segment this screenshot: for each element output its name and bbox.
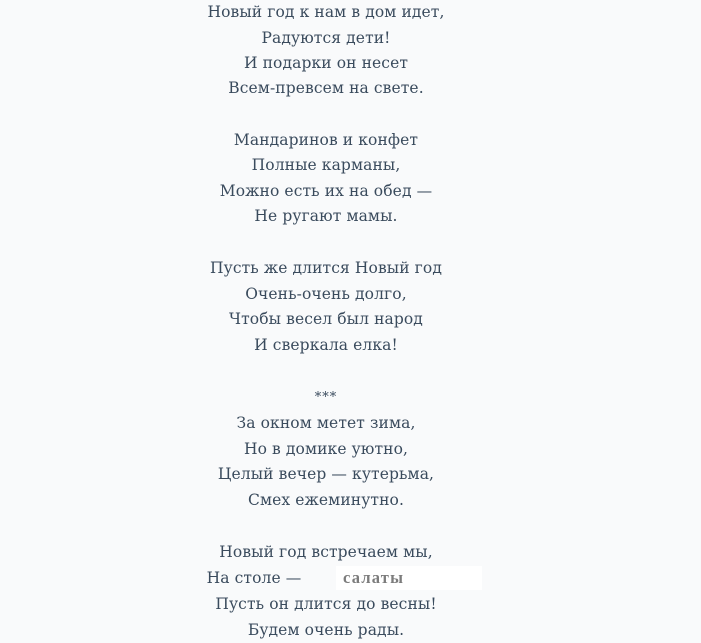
poem-line: Не ругают мамы. (254, 207, 398, 225)
poem-line: Полные карманы, (251, 156, 401, 174)
poem-line: Новый год встречаем мы, (219, 543, 433, 561)
stanza-separator: *** (314, 390, 338, 405)
poem-line: Пусть же длится Новый год (210, 259, 442, 277)
poem-line: Мандаринов и конфет (233, 131, 419, 149)
poem-line: Очень-очень долго, (245, 285, 407, 303)
poem-line: Смех ежеминутно. (248, 491, 404, 509)
poem-line: Можно есть их на обед — (219, 182, 433, 200)
poem-line: За окном метет зима, (236, 414, 416, 432)
poem-line: Пусть он длится до весны! (215, 595, 437, 613)
poem-line: Радуются дети! (261, 29, 391, 47)
poem-line: И сверкала елка! (254, 336, 398, 354)
poem-line: Всем-превсем на свете. (228, 79, 424, 97)
poem-line: И подарки он несет (243, 54, 409, 72)
poem-line: Целый вечер — кутерьма, (217, 465, 435, 483)
poem-line: Будем очень рады. (247, 621, 405, 639)
poem-line: Но в домике уютно, (243, 440, 409, 458)
overlay-word: салаты (336, 566, 482, 590)
poem-line: Чтобы весел был народ (229, 310, 423, 328)
poem-line: На столе — (206, 569, 302, 587)
poem-line: Новый год к нам в дом идет, (207, 3, 445, 21)
